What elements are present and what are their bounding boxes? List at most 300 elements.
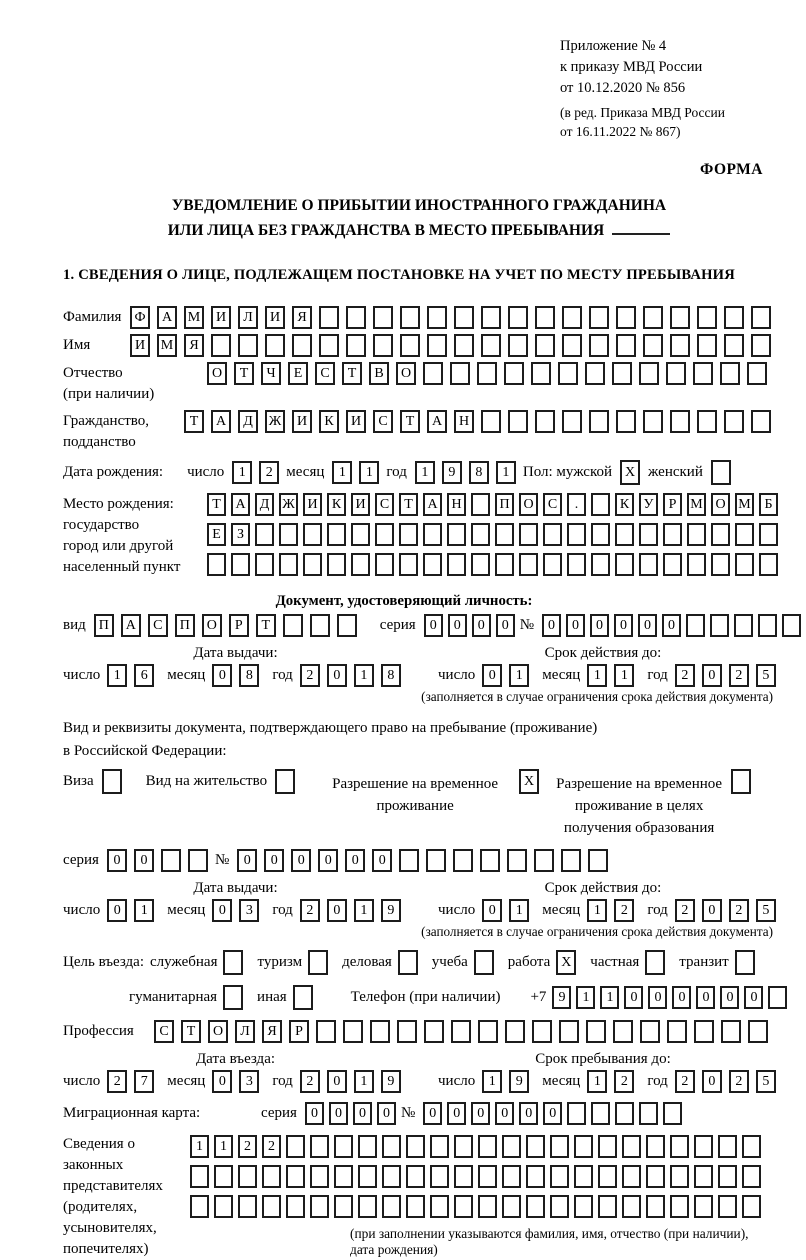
char-cell[interactable] [238, 1165, 257, 1188]
char-cell[interactable] [382, 1165, 401, 1188]
char-cell[interactable] [598, 1195, 617, 1218]
char-cell[interactable]: А [121, 614, 141, 637]
char-cell[interactable] [262, 1165, 281, 1188]
char-cell[interactable]: 2 [259, 461, 279, 484]
char-cell[interactable]: 1 [232, 461, 252, 484]
char-cell[interactable]: П [175, 614, 195, 637]
char-cell[interactable]: 0 [702, 899, 722, 922]
purpose-other-checkbox[interactable] [293, 985, 313, 1010]
char-cell[interactable] [686, 614, 705, 637]
char-cell[interactable] [724, 334, 744, 357]
char-cell[interactable] [710, 614, 729, 637]
char-cell[interactable]: 0 [662, 614, 681, 637]
char-cell[interactable] [711, 523, 730, 546]
char-cell[interactable]: О [711, 493, 730, 516]
char-cell[interactable] [585, 362, 605, 385]
char-cell[interactable] [589, 410, 609, 433]
char-cell[interactable]: 0 [329, 1102, 348, 1125]
char-cell[interactable] [346, 306, 366, 329]
char-cell[interactable]: 0 [696, 986, 715, 1009]
char-cell[interactable]: Е [207, 523, 226, 546]
char-cell[interactable]: 1 [354, 1070, 374, 1093]
char-cell[interactable] [694, 1135, 713, 1158]
char-cell[interactable] [639, 1102, 658, 1125]
char-cell[interactable] [406, 1165, 425, 1188]
char-cell[interactable]: Т [342, 362, 362, 385]
char-cell[interactable]: 0 [345, 849, 365, 872]
char-cell[interactable]: 0 [212, 899, 232, 922]
char-cell[interactable]: . [567, 493, 586, 516]
purpose-tourism-checkbox[interactable] [308, 950, 328, 975]
char-cell[interactable] [508, 334, 528, 357]
char-cell[interactable]: П [94, 614, 114, 637]
char-cell[interactable] [639, 362, 659, 385]
char-cell[interactable] [375, 523, 394, 546]
char-cell[interactable] [598, 1165, 617, 1188]
char-cell[interactable]: О [396, 362, 416, 385]
char-cell[interactable] [319, 334, 339, 357]
char-cell[interactable] [663, 523, 682, 546]
char-cell[interactable] [550, 1195, 569, 1218]
char-cell[interactable] [751, 410, 771, 433]
char-cell[interactable] [310, 614, 330, 637]
char-cell[interactable] [561, 849, 581, 872]
char-cell[interactable] [559, 1020, 579, 1043]
char-cell[interactable] [397, 1020, 417, 1043]
char-cell[interactable] [480, 849, 500, 872]
char-cell[interactable] [567, 523, 586, 546]
char-cell[interactable] [451, 1020, 471, 1043]
char-cell[interactable]: 9 [442, 461, 462, 484]
visa-checkbox[interactable] [102, 769, 122, 794]
char-cell[interactable] [616, 306, 636, 329]
char-cell[interactable] [505, 1020, 525, 1043]
char-cell[interactable]: Т [256, 614, 276, 637]
char-cell[interactable]: 8 [381, 664, 401, 687]
char-cell[interactable]: Ж [265, 410, 285, 433]
char-cell[interactable] [453, 849, 473, 872]
char-cell[interactable]: 0 [447, 1102, 466, 1125]
char-cell[interactable]: 1 [509, 899, 529, 922]
char-cell[interactable]: Т [399, 493, 418, 516]
char-cell[interactable]: 0 [448, 614, 467, 637]
char-cell[interactable]: 9 [381, 1070, 401, 1093]
char-cell[interactable] [612, 362, 632, 385]
char-cell[interactable] [640, 1020, 660, 1043]
char-cell[interactable]: К [615, 493, 634, 516]
sex-male-checkbox[interactable]: X [620, 460, 640, 485]
char-cell[interactable] [550, 1165, 569, 1188]
char-cell[interactable]: М [184, 306, 204, 329]
char-cell[interactable]: С [315, 362, 335, 385]
char-cell[interactable] [334, 1135, 353, 1158]
char-cell[interactable]: 1 [482, 1070, 502, 1093]
char-cell[interactable] [423, 523, 442, 546]
char-cell[interactable]: 0 [702, 664, 722, 687]
char-cell[interactable] [481, 334, 501, 357]
char-cell[interactable]: 9 [509, 1070, 529, 1093]
char-cell[interactable] [447, 553, 466, 576]
char-cell[interactable]: 1 [190, 1135, 209, 1158]
char-cell[interactable]: 0 [496, 614, 515, 637]
char-cell[interactable] [782, 614, 801, 637]
char-cell[interactable]: 2 [300, 1070, 320, 1093]
char-cell[interactable]: 0 [590, 614, 609, 637]
char-cell[interactable] [454, 1165, 473, 1188]
char-cell[interactable] [214, 1165, 233, 1188]
char-cell[interactable] [406, 1195, 425, 1218]
char-cell[interactable]: 3 [239, 1070, 259, 1093]
char-cell[interactable]: 0 [624, 986, 643, 1009]
char-cell[interactable]: О [208, 1020, 228, 1043]
char-cell[interactable] [697, 334, 717, 357]
char-cell[interactable] [454, 306, 474, 329]
char-cell[interactable] [207, 553, 226, 576]
char-cell[interactable] [519, 523, 538, 546]
char-cell[interactable] [343, 1020, 363, 1043]
char-cell[interactable]: Ф [130, 306, 150, 329]
char-cell[interactable]: 0 [353, 1102, 372, 1125]
char-cell[interactable] [327, 553, 346, 576]
char-cell[interactable]: К [327, 493, 346, 516]
char-cell[interactable]: 0 [237, 849, 257, 872]
char-cell[interactable] [697, 410, 717, 433]
char-cell[interactable]: 0 [495, 1102, 514, 1125]
char-cell[interactable] [663, 553, 682, 576]
char-cell[interactable] [574, 1165, 593, 1188]
char-cell[interactable]: И [303, 493, 322, 516]
char-cell[interactable]: Л [238, 306, 258, 329]
char-cell[interactable] [639, 523, 658, 546]
char-cell[interactable] [292, 334, 312, 357]
char-cell[interactable] [255, 553, 274, 576]
char-cell[interactable]: 1 [576, 986, 595, 1009]
char-cell[interactable] [423, 362, 443, 385]
char-cell[interactable]: Р [663, 493, 682, 516]
purpose-transit-checkbox[interactable] [735, 950, 755, 975]
char-cell[interactable]: 2 [107, 1070, 127, 1093]
char-cell[interactable] [687, 523, 706, 546]
char-cell[interactable]: 1 [587, 899, 607, 922]
char-cell[interactable] [231, 553, 250, 576]
char-cell[interactable]: 0 [291, 849, 311, 872]
char-cell[interactable]: Е [288, 362, 308, 385]
char-cell[interactable]: 6 [134, 664, 154, 687]
char-cell[interactable] [693, 362, 713, 385]
char-cell[interactable] [351, 553, 370, 576]
char-cell[interactable]: 8 [469, 461, 489, 484]
char-cell[interactable]: 7 [134, 1070, 154, 1093]
char-cell[interactable] [742, 1165, 761, 1188]
char-cell[interactable]: 2 [614, 899, 634, 922]
char-cell[interactable] [450, 362, 470, 385]
char-cell[interactable] [286, 1135, 305, 1158]
char-cell[interactable] [694, 1020, 714, 1043]
char-cell[interactable]: М [687, 493, 706, 516]
char-cell[interactable]: 2 [262, 1135, 281, 1158]
char-cell[interactable] [718, 1165, 737, 1188]
char-cell[interactable] [406, 1135, 425, 1158]
char-cell[interactable]: 5 [756, 899, 776, 922]
char-cell[interactable]: 0 [519, 1102, 538, 1125]
char-cell[interactable] [399, 849, 419, 872]
char-cell[interactable] [574, 1195, 593, 1218]
char-cell[interactable] [319, 306, 339, 329]
char-cell[interactable] [616, 334, 636, 357]
char-cell[interactable]: 2 [729, 664, 749, 687]
char-cell[interactable] [358, 1195, 377, 1218]
char-cell[interactable] [591, 553, 610, 576]
char-cell[interactable] [742, 1195, 761, 1218]
char-cell[interactable] [262, 1195, 281, 1218]
sex-female-checkbox[interactable] [711, 460, 731, 485]
char-cell[interactable]: Н [447, 493, 466, 516]
char-cell[interactable]: И [211, 306, 231, 329]
char-cell[interactable] [478, 1195, 497, 1218]
char-cell[interactable]: 1 [509, 664, 529, 687]
char-cell[interactable] [670, 334, 690, 357]
char-cell[interactable] [481, 306, 501, 329]
char-cell[interactable]: 0 [648, 986, 667, 1009]
char-cell[interactable]: 2 [300, 664, 320, 687]
char-cell[interactable] [591, 493, 610, 516]
char-cell[interactable] [423, 553, 442, 576]
char-cell[interactable]: Я [262, 1020, 282, 1043]
char-cell[interactable]: И [346, 410, 366, 433]
char-cell[interactable] [471, 523, 490, 546]
char-cell[interactable]: 0 [482, 664, 502, 687]
char-cell[interactable] [454, 1135, 473, 1158]
char-cell[interactable]: 5 [756, 664, 776, 687]
char-cell[interactable]: А [423, 493, 442, 516]
char-cell[interactable] [646, 1195, 665, 1218]
char-cell[interactable] [663, 1102, 682, 1125]
char-cell[interactable] [478, 1165, 497, 1188]
char-cell[interactable]: 0 [472, 614, 491, 637]
char-cell[interactable]: 5 [756, 1070, 776, 1093]
char-cell[interactable]: 0 [107, 899, 127, 922]
char-cell[interactable] [382, 1195, 401, 1218]
char-cell[interactable] [721, 1020, 741, 1043]
char-cell[interactable] [471, 553, 490, 576]
char-cell[interactable]: 0 [107, 849, 127, 872]
char-cell[interactable]: В [369, 362, 389, 385]
char-cell[interactable] [748, 1020, 768, 1043]
char-cell[interactable]: Р [289, 1020, 309, 1043]
purpose-private-checkbox[interactable] [645, 950, 665, 975]
char-cell[interactable] [190, 1165, 209, 1188]
purpose-work-checkbox[interactable]: X [556, 950, 576, 975]
char-cell[interactable] [454, 334, 474, 357]
char-cell[interactable] [616, 410, 636, 433]
char-cell[interactable] [586, 1020, 606, 1043]
char-cell[interactable] [502, 1195, 521, 1218]
char-cell[interactable] [666, 362, 686, 385]
char-cell[interactable] [768, 986, 787, 1009]
char-cell[interactable]: С [148, 614, 168, 637]
char-cell[interactable] [238, 334, 258, 357]
char-cell[interactable]: 0 [372, 849, 392, 872]
char-cell[interactable] [161, 849, 181, 872]
char-cell[interactable]: Р [229, 614, 249, 637]
char-cell[interactable] [622, 1195, 641, 1218]
char-cell[interactable]: 1 [107, 664, 127, 687]
char-cell[interactable] [643, 334, 663, 357]
char-cell[interactable]: 0 [327, 664, 347, 687]
purpose-business-checkbox[interactable] [398, 950, 418, 975]
char-cell[interactable] [694, 1195, 713, 1218]
char-cell[interactable]: 0 [471, 1102, 490, 1125]
char-cell[interactable] [471, 493, 490, 516]
char-cell[interactable]: 2 [300, 899, 320, 922]
char-cell[interactable]: 0 [542, 614, 561, 637]
char-cell[interactable] [265, 334, 285, 357]
char-cell[interactable] [400, 306, 420, 329]
char-cell[interactable] [543, 553, 562, 576]
char-cell[interactable] [382, 1135, 401, 1158]
char-cell[interactable]: 1 [354, 899, 374, 922]
purpose-official-checkbox[interactable] [223, 950, 243, 975]
char-cell[interactable] [424, 1020, 444, 1043]
char-cell[interactable] [430, 1135, 449, 1158]
char-cell[interactable]: 0 [327, 1070, 347, 1093]
purpose-humanitarian-checkbox[interactable] [223, 985, 243, 1010]
char-cell[interactable] [430, 1165, 449, 1188]
char-cell[interactable]: Н [454, 410, 474, 433]
char-cell[interactable]: С [373, 410, 393, 433]
char-cell[interactable]: 1 [332, 461, 352, 484]
char-cell[interactable] [526, 1195, 545, 1218]
char-cell[interactable] [508, 410, 528, 433]
char-cell[interactable]: С [375, 493, 394, 516]
char-cell[interactable] [526, 1135, 545, 1158]
char-cell[interactable] [502, 1135, 521, 1158]
char-cell[interactable] [670, 1135, 689, 1158]
char-cell[interactable]: И [351, 493, 370, 516]
char-cell[interactable]: Т [400, 410, 420, 433]
char-cell[interactable] [286, 1195, 305, 1218]
char-cell[interactable]: О [207, 362, 227, 385]
char-cell[interactable] [711, 553, 730, 576]
char-cell[interactable] [751, 334, 771, 357]
char-cell[interactable] [598, 1135, 617, 1158]
char-cell[interactable]: 1 [354, 664, 374, 687]
char-cell[interactable]: 8 [239, 664, 259, 687]
char-cell[interactable] [399, 553, 418, 576]
char-cell[interactable]: С [154, 1020, 174, 1043]
char-cell[interactable] [334, 1165, 353, 1188]
char-cell[interactable]: З [231, 523, 250, 546]
char-cell[interactable] [615, 1102, 634, 1125]
char-cell[interactable] [430, 1195, 449, 1218]
char-cell[interactable] [531, 362, 551, 385]
char-cell[interactable]: 1 [134, 899, 154, 922]
char-cell[interactable] [211, 334, 231, 357]
char-cell[interactable] [643, 306, 663, 329]
char-cell[interactable] [567, 553, 586, 576]
char-cell[interactable] [646, 1135, 665, 1158]
char-cell[interactable] [591, 523, 610, 546]
char-cell[interactable]: И [292, 410, 312, 433]
char-cell[interactable] [534, 849, 554, 872]
char-cell[interactable] [310, 1195, 329, 1218]
char-cell[interactable]: И [130, 334, 150, 357]
char-cell[interactable] [477, 362, 497, 385]
char-cell[interactable] [327, 523, 346, 546]
char-cell[interactable] [495, 523, 514, 546]
char-cell[interactable]: 1 [359, 461, 379, 484]
char-cell[interactable] [334, 1195, 353, 1218]
char-cell[interactable] [543, 523, 562, 546]
char-cell[interactable]: 1 [415, 461, 435, 484]
char-cell[interactable]: 0 [672, 986, 691, 1009]
char-cell[interactable] [759, 523, 778, 546]
char-cell[interactable] [375, 553, 394, 576]
char-cell[interactable] [735, 523, 754, 546]
char-cell[interactable] [214, 1195, 233, 1218]
char-cell[interactable] [427, 306, 447, 329]
char-cell[interactable] [427, 334, 447, 357]
char-cell[interactable]: О [519, 493, 538, 516]
char-cell[interactable]: 1 [496, 461, 516, 484]
char-cell[interactable] [279, 523, 298, 546]
char-cell[interactable] [358, 1165, 377, 1188]
char-cell[interactable] [447, 523, 466, 546]
char-cell[interactable] [591, 1102, 610, 1125]
char-cell[interactable] [747, 362, 767, 385]
char-cell[interactable]: 1 [614, 664, 634, 687]
char-cell[interactable] [535, 306, 555, 329]
char-cell[interactable]: Б [759, 493, 778, 516]
char-cell[interactable] [589, 334, 609, 357]
char-cell[interactable]: 1 [600, 986, 619, 1009]
char-cell[interactable] [550, 1135, 569, 1158]
char-cell[interactable]: 0 [377, 1102, 396, 1125]
char-cell[interactable]: 2 [729, 899, 749, 922]
char-cell[interactable] [751, 306, 771, 329]
char-cell[interactable] [478, 1020, 498, 1043]
char-cell[interactable] [504, 362, 524, 385]
char-cell[interactable]: А [157, 306, 177, 329]
char-cell[interactable] [742, 1135, 761, 1158]
char-cell[interactable]: 0 [566, 614, 585, 637]
char-cell[interactable]: 0 [482, 899, 502, 922]
char-cell[interactable]: 2 [729, 1070, 749, 1093]
residence-permit-checkbox[interactable] [275, 769, 295, 794]
temp-residence-checkbox[interactable]: X [519, 769, 539, 794]
char-cell[interactable] [687, 553, 706, 576]
char-cell[interactable]: А [427, 410, 447, 433]
char-cell[interactable] [508, 306, 528, 329]
char-cell[interactable] [255, 523, 274, 546]
char-cell[interactable] [535, 410, 555, 433]
char-cell[interactable]: 0 [720, 986, 739, 1009]
char-cell[interactable] [346, 334, 366, 357]
char-cell[interactable]: 0 [212, 664, 232, 687]
char-cell[interactable] [310, 1165, 329, 1188]
char-cell[interactable]: П [495, 493, 514, 516]
char-cell[interactable]: 2 [675, 1070, 695, 1093]
char-cell[interactable] [670, 1195, 689, 1218]
char-cell[interactable]: 1 [214, 1135, 233, 1158]
char-cell[interactable]: 0 [543, 1102, 562, 1125]
char-cell[interactable]: Я [184, 334, 204, 357]
char-cell[interactable] [567, 1102, 586, 1125]
char-cell[interactable] [426, 849, 446, 872]
char-cell[interactable]: 0 [423, 1102, 442, 1125]
char-cell[interactable] [643, 410, 663, 433]
char-cell[interactable]: Д [238, 410, 258, 433]
